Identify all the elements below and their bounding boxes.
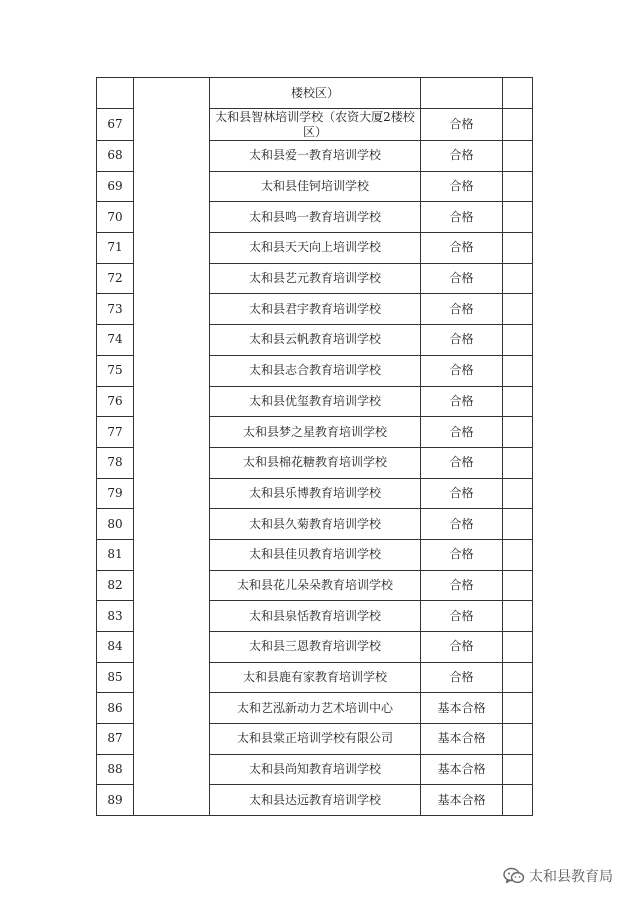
row-number-cell: 84	[97, 632, 134, 663]
source-watermark	[503, 866, 613, 886]
result-cell: 基本合格	[421, 693, 503, 724]
result-cell: 合格	[421, 294, 503, 325]
note-cell	[503, 233, 533, 264]
school-name-cell: 太和县智林培训学校（农资大厦2楼校区）	[210, 109, 421, 141]
note-cell	[503, 509, 533, 540]
school-name-cell: 太和县佳贝教育培训学校	[210, 539, 421, 570]
row-number-cell: 85	[97, 662, 134, 693]
result-cell: 基本合格	[421, 754, 503, 785]
row-number-cell: 75	[97, 355, 134, 386]
row-number-cell: 78	[97, 447, 134, 478]
school-name-cell: 太和县尚知教育培训学校	[210, 754, 421, 785]
note-cell	[503, 386, 533, 417]
school-name-cell: 太和县天天向上培训学校	[210, 233, 421, 264]
school-name-cell: 太和县鹿有家教育培训学校	[210, 662, 421, 693]
watermark-text: 太和县教育局	[529, 869, 613, 885]
row-number-cell: 71	[97, 233, 134, 264]
school-name-cell: 太和县艺元教育培训学校	[210, 263, 421, 294]
note-cell	[503, 109, 533, 141]
school-name-cell: 楼校区）	[210, 78, 421, 109]
school-name-cell: 太和县佳钶培训学校	[210, 171, 421, 202]
note-cell	[503, 78, 533, 109]
row-number-cell: 83	[97, 601, 134, 632]
school-name-cell: 太和县志合教育培训学校	[210, 355, 421, 386]
school-name-cell: 太和县优玺教育培训学校	[210, 386, 421, 417]
school-name-cell: 太和县乐博教育培训学校	[210, 478, 421, 509]
result-cell: 合格	[421, 202, 503, 233]
note-cell	[503, 601, 533, 632]
result-cell: 基本合格	[421, 724, 503, 755]
table-row	[97, 78, 533, 109]
result-cell: 合格	[421, 386, 503, 417]
school-name-cell: 太和县爱一教育培训学校	[210, 141, 421, 172]
inspection-results-table	[96, 77, 533, 816]
row-number-cell: 67	[97, 109, 134, 141]
result-cell: 合格	[421, 233, 503, 264]
result-cell: 合格	[421, 109, 503, 141]
note-cell	[503, 447, 533, 478]
row-number-cell: 77	[97, 417, 134, 448]
note-cell	[503, 693, 533, 724]
note-cell	[503, 570, 533, 601]
row-number-cell: 87	[97, 724, 134, 755]
school-name-cell: 太和县泉恬教育培训学校	[210, 601, 421, 632]
row-number-cell: 88	[97, 754, 134, 785]
row-number-cell: 74	[97, 325, 134, 356]
result-cell: 合格	[421, 478, 503, 509]
school-name-cell: 太和县达远教育培训学校	[210, 785, 421, 816]
row-number-cell: 73	[97, 294, 134, 325]
result-cell: 合格	[421, 509, 503, 540]
note-cell	[503, 539, 533, 570]
inspection-results-table-sheet	[96, 77, 532, 816]
note-cell	[503, 141, 533, 172]
result-cell	[421, 78, 503, 109]
result-cell: 合格	[421, 325, 503, 356]
row-number-cell: 86	[97, 693, 134, 724]
school-name-cell: 太和县久菊教育培训学校	[210, 509, 421, 540]
row-number-cell: 72	[97, 263, 134, 294]
result-cell: 合格	[421, 632, 503, 663]
note-cell	[503, 202, 533, 233]
note-cell	[503, 662, 533, 693]
wechat-icon	[503, 867, 525, 885]
school-name-cell: 太和县云帆教育培训学校	[210, 325, 421, 356]
note-cell	[503, 785, 533, 816]
note-cell	[503, 171, 533, 202]
note-cell	[503, 263, 533, 294]
school-name-cell: 太和县花儿朵朵教育培训学校	[210, 570, 421, 601]
row-number-cell: 79	[97, 478, 134, 509]
result-cell: 合格	[421, 141, 503, 172]
row-number-cell: 89	[97, 785, 134, 816]
result-cell: 合格	[421, 263, 503, 294]
note-cell	[503, 325, 533, 356]
school-name-cell: 太和县棉花糖教育培训学校	[210, 447, 421, 478]
result-cell: 合格	[421, 171, 503, 202]
note-cell	[503, 632, 533, 663]
school-name-cell: 太和县棠正培训学校有限公司	[210, 724, 421, 755]
result-cell: 合格	[421, 662, 503, 693]
result-cell: 合格	[421, 539, 503, 570]
row-number-cell: 82	[97, 570, 134, 601]
result-cell: 合格	[421, 601, 503, 632]
row-number-cell	[97, 78, 134, 109]
row-number-cell: 68	[97, 141, 134, 172]
row-number-cell: 76	[97, 386, 134, 417]
school-name-cell: 太和县梦之星教育培训学校	[210, 417, 421, 448]
note-cell	[503, 417, 533, 448]
table-body	[97, 78, 533, 816]
row-number-cell: 81	[97, 539, 134, 570]
note-cell	[503, 478, 533, 509]
result-cell: 合格	[421, 570, 503, 601]
merged-blank-column-cell	[134, 78, 210, 816]
note-cell	[503, 355, 533, 386]
note-cell	[503, 754, 533, 785]
note-cell	[503, 294, 533, 325]
result-cell: 合格	[421, 447, 503, 478]
result-cell: 基本合格	[421, 785, 503, 816]
row-number-cell: 69	[97, 171, 134, 202]
result-cell: 合格	[421, 355, 503, 386]
row-number-cell: 80	[97, 509, 134, 540]
result-cell: 合格	[421, 417, 503, 448]
school-name-cell: 太和县三恩教育培训学校	[210, 632, 421, 663]
school-name-cell: 太和县君宇教育培训学校	[210, 294, 421, 325]
note-cell	[503, 724, 533, 755]
school-name-cell: 太和艺泓新动力艺术培训中心	[210, 693, 421, 724]
school-name-cell: 太和县鸣一教育培训学校	[210, 202, 421, 233]
row-number-cell: 70	[97, 202, 134, 233]
